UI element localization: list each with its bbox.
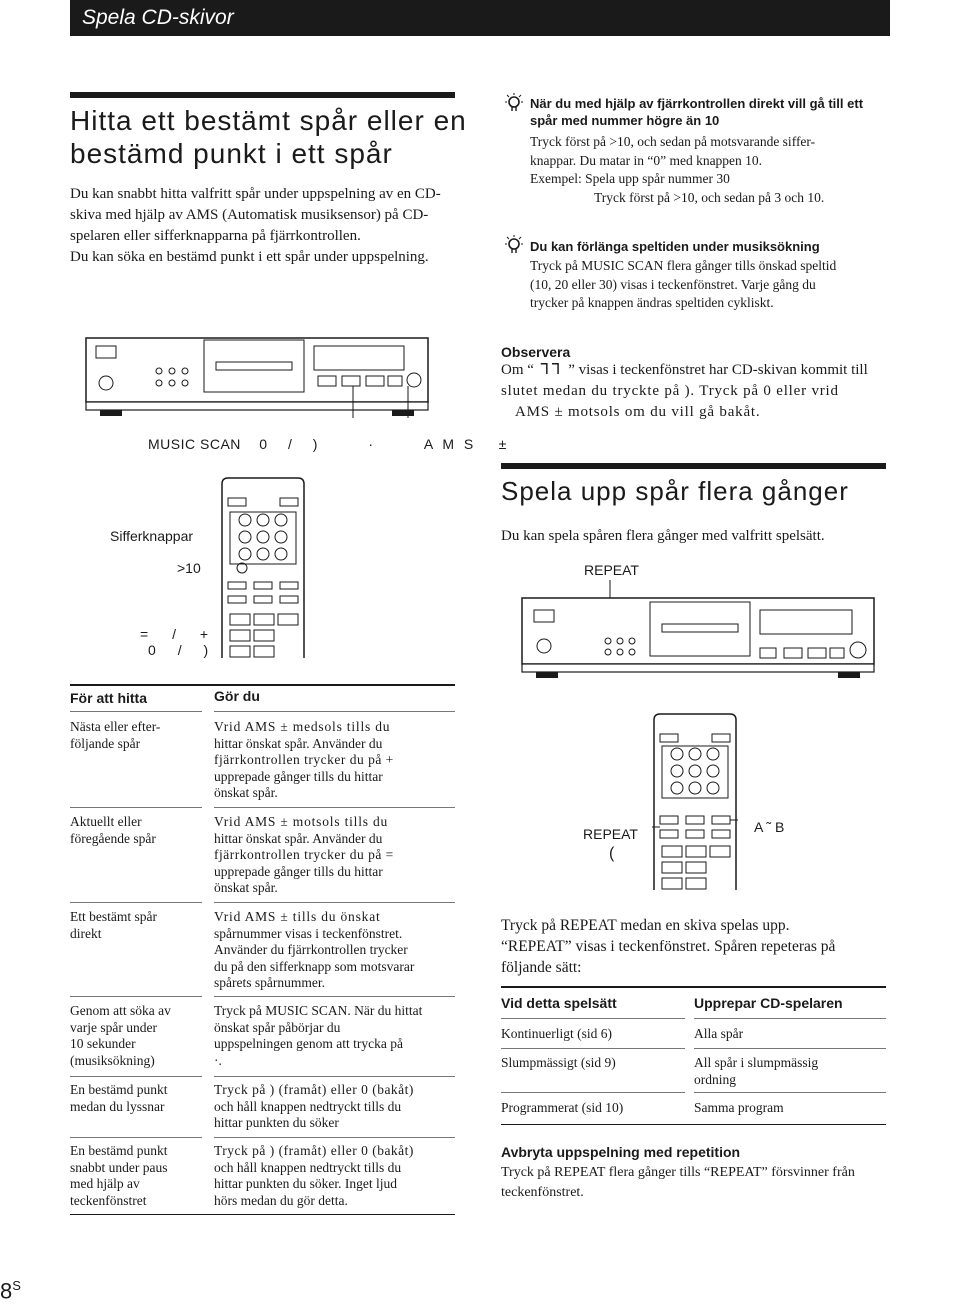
- table-rule: [501, 1124, 886, 1125]
- cell-line: upprepade gånger tills du hittar: [214, 768, 383, 784]
- row-divider: [70, 711, 202, 712]
- cell-line: Tryck på ) (framåt) eller 0 (bakåt): [214, 1082, 414, 1097]
- tip2-line: (10, 20 eller 30) visas i teckenfönstret. Varje gång du: [530, 276, 816, 292]
- table-row: [70, 1003, 200, 1069]
- prev-next-label: [140, 626, 208, 642]
- intro-p1: Du kan snabbt hitta valfritt spår under uppspelning av en CD-skiva med hjälp av AMS (Automatisk musiksensor) på CD-spelaren eller sifferknapparna på fjärrkontrollen.: [70, 186, 441, 244]
- cell-line: och håll knappen nedtryckt tills du: [214, 1159, 402, 1175]
- row-divider: [694, 1018, 886, 1019]
- table-rule: [501, 986, 886, 988]
- row-divider: [694, 1048, 886, 1049]
- cancel-body: [501, 1163, 891, 1203]
- table-row: [214, 814, 459, 897]
- gt10-label: >10: [177, 560, 201, 576]
- cell-line: ordning: [694, 1071, 736, 1087]
- cell-line: Nästa eller efter-: [70, 719, 161, 734]
- tip1-line: Tryck först på >10, och sedan på motsvarande siffer-: [530, 134, 816, 149]
- cd-player-illustration: [84, 330, 434, 420]
- table-row: Kontinuerligt (sid 6): [501, 1026, 612, 1041]
- cell-line: medan du lyssnar: [70, 1098, 165, 1114]
- cell-line: Ett bestämt spår: [70, 909, 157, 924]
- row-divider: [501, 1092, 685, 1093]
- repeat-paren-label: (: [609, 845, 615, 862]
- table-row: Samma program: [694, 1100, 784, 1115]
- observe-text: ” visas i teckenfönstret har CD-skivan kommit till: [568, 362, 868, 378]
- observe-text: Om “: [501, 362, 534, 378]
- cell-line: 10 sekunder: [70, 1036, 136, 1051]
- cell-line: hittar önskat spår. Använder du: [214, 735, 383, 751]
- table-row: [214, 719, 459, 802]
- tip-bulb-icon: [503, 234, 525, 258]
- cd-player-illustration: [520, 580, 880, 680]
- cell-line: fjärrkontrollen trycker du på =: [214, 847, 394, 862]
- cell-line: följande spår: [70, 735, 141, 751]
- tip-bulb-icon: [503, 92, 525, 116]
- intro-text: [70, 184, 460, 268]
- repeat-body: [501, 915, 891, 978]
- row-divider: [214, 807, 455, 808]
- cell-line: spårets spårnummer.: [214, 975, 325, 990]
- slash-label: /: [177, 642, 182, 658]
- ams-pm-label: ±: [498, 436, 507, 452]
- cell-line: och håll knappen nedtryckt tills du: [214, 1098, 402, 1114]
- repeat-col1-header: Vid detta spelsätt: [501, 995, 617, 1011]
- ams-label: A M S: [423, 436, 477, 452]
- row-divider: [70, 996, 202, 997]
- prev-label: =: [140, 626, 149, 642]
- row-divider: [694, 1092, 886, 1093]
- cell-line: ·.: [214, 1052, 222, 1068]
- cell-line: föregående spår: [70, 830, 156, 846]
- rewind-label: 0: [259, 436, 268, 452]
- title-rule: [70, 92, 455, 98]
- cell-line: upprepade gånger tills du hittar: [214, 863, 383, 879]
- row-divider: [70, 1137, 202, 1138]
- cell-line: hittar önskat spår. Använder du: [214, 830, 383, 846]
- row-divider: [214, 996, 455, 997]
- table-row: Programmerat (sid 10): [501, 1100, 624, 1115]
- digits-label: Sifferknappar: [110, 528, 194, 544]
- repeat-title-rule: [501, 463, 886, 469]
- observe-body: [501, 360, 891, 423]
- player-callout-labels: [148, 436, 507, 452]
- cell-line: önskat spår.: [214, 880, 278, 895]
- observe-text: AMS ± motsols om du vill gå bakåt.: [515, 404, 761, 420]
- tip1-body: [530, 133, 890, 207]
- cell-line: Vrid AMS ± medsols tills du: [214, 719, 391, 734]
- repeat-label-remote: REPEAT: [583, 826, 638, 842]
- repeat-intro: Du kan spela spåren flera gånger med valfritt spelsätt.: [501, 528, 825, 544]
- repeat-label: REPEAT: [584, 562, 639, 578]
- rew-label: 0: [148, 642, 156, 658]
- slash-label: /: [172, 626, 176, 642]
- table-row: Alla spår: [694, 1026, 744, 1041]
- search-label: [148, 642, 208, 658]
- cell-line: hittar punkten du söker: [214, 1115, 339, 1130]
- table-row: [214, 1003, 459, 1069]
- cell-line: hittar punkten du söker. Inget ljud: [214, 1176, 397, 1191]
- table-row: [214, 909, 459, 992]
- cell-line: fjärrkontrollen trycker du på +: [214, 752, 394, 767]
- row-divider: [501, 1048, 685, 1049]
- cell-line: Tryck på ) (framåt) eller 0 (bakåt): [214, 1143, 414, 1158]
- row-divider: [70, 807, 202, 808]
- tip2-line: Tryck på MUSIC SCAN flera gånger tills önskad speltid: [530, 258, 837, 273]
- table-row: [70, 909, 200, 942]
- repeat-text: följande sätt:: [501, 959, 582, 976]
- cell-line: (musiksökning): [70, 1052, 155, 1068]
- col2-header: Gör du: [214, 688, 260, 704]
- title-line-2: bestämd punkt i ett spår: [70, 138, 393, 169]
- cell-line: önskat spår påbörjar du: [214, 1019, 341, 1035]
- section-header-bar: [70, 0, 890, 36]
- slash-label: /: [287, 436, 293, 452]
- row-divider: [214, 1137, 455, 1138]
- row-divider: [70, 1076, 202, 1077]
- table-row: [70, 814, 200, 847]
- remote-control-illustration: [220, 476, 306, 660]
- row-divider: [214, 711, 455, 712]
- table-row: [214, 1082, 459, 1132]
- cell-line: teckenfönstret: [70, 1192, 147, 1208]
- table-row: [70, 1082, 200, 1115]
- intro-p2: Du kan söka en bestämd punkt i ett spår under uppspelning.: [70, 249, 429, 265]
- cell-line: med hjälp av: [70, 1176, 140, 1191]
- table-rule: [70, 684, 455, 686]
- cell-line: Använder du fjärrkontrollen trycker: [214, 942, 408, 957]
- table-row: Slumpmässigt (sid 9): [501, 1055, 616, 1070]
- cell-line: Aktuellt eller: [70, 814, 142, 829]
- cell-line: du på den sifferknapp som motsvarar: [214, 958, 415, 974]
- table-row: [694, 1055, 818, 1088]
- cell-line: Vrid AMS ± tills du önskat: [214, 909, 381, 924]
- row-divider: [214, 1076, 455, 1077]
- cell-line: Tryck på MUSIC SCAN. När du hittat: [214, 1003, 423, 1018]
- cell-line: All spår i slumpmässig: [694, 1055, 819, 1070]
- cell-line: spårnummer visas i teckenfönstret.: [214, 925, 403, 941]
- next-label: +: [199, 626, 209, 642]
- cell-line: Vrid AMS ± motsols tills du: [214, 814, 389, 829]
- page-num: 8: [0, 1278, 13, 1304]
- row-divider: [214, 902, 455, 903]
- title-line-1: Hitta ett bestämt spår eller en: [70, 105, 467, 136]
- page-title: [70, 104, 470, 170]
- cell-line: En bestämd punkt: [70, 1082, 168, 1097]
- table-row: [70, 1143, 200, 1209]
- ab-label: A ˜ B: [754, 819, 785, 835]
- row-divider: [501, 1018, 685, 1019]
- repeat-text: Tryck på REPEAT medan en skiva spelas upp.: [501, 917, 790, 934]
- repeat-col2-header: Upprepar CD-spelaren: [694, 995, 843, 1011]
- cancel-line: teckenfönstret.: [501, 1185, 584, 1200]
- tip1-heading: När du med hjälp av fjärrkontrollen direkt vill gå till ett spår med nummer högre än 10: [530, 96, 864, 128]
- tip2-heading: Du kan förlänga speltiden under musiksökning: [530, 239, 820, 254]
- table-row: [214, 1143, 459, 1209]
- repeat-text: “REPEAT” visas i teckenfönstret. Spåren repeteras på: [501, 938, 836, 955]
- tip1-line: Tryck först på >10, och sedan på 3 och 10.: [594, 189, 825, 205]
- cell-line: önskat spår.: [214, 785, 278, 800]
- observe-text: slutet medan du tryckte på ). Tryck på 0 eller vrid: [501, 383, 839, 399]
- tip1-line: Exempel: Spela upp spår nummer 30: [530, 171, 730, 186]
- table-row: [70, 719, 200, 752]
- play-label: ·: [368, 436, 374, 452]
- cancel-line: Tryck på REPEAT flera gånger tills “REPEAT” försvinner från: [501, 1165, 855, 1180]
- observe-heading: Observera: [501, 344, 571, 360]
- col1-header: För att hitta: [70, 690, 147, 706]
- cancel-heading: Avbryta uppspelning med repetition: [501, 1144, 741, 1160]
- tip1-line: knappar. Du matar in “0” med knappen 10.: [530, 152, 763, 168]
- cell-line: Genom att söka av: [70, 1003, 171, 1018]
- cell-line: En bestämd punkt: [70, 1143, 168, 1158]
- row-divider: [70, 902, 202, 903]
- remote-control-illustration: [652, 712, 738, 892]
- cell-line: varje spår under: [70, 1019, 157, 1035]
- cell-line: snabbt under paus: [70, 1159, 168, 1175]
- repeat-title: Spela upp spår flera gånger: [501, 476, 849, 506]
- ff-label: ): [203, 642, 209, 658]
- tip2-line: trycker på knappen ändras speltiden cykliskt.: [530, 295, 774, 310]
- table-rule: [70, 1214, 455, 1215]
- cell-line: direkt: [70, 925, 102, 941]
- cell-line: hörs medan du gör detta.: [214, 1192, 348, 1208]
- page-number: [0, 1278, 21, 1304]
- section-title: Spela CD-skivor: [82, 6, 234, 29]
- page-suffix: S: [12, 1278, 21, 1293]
- ff-label: ): [312, 436, 318, 452]
- display-symbol-icon: ᒣᒣ: [539, 362, 563, 378]
- tip2-body: [530, 257, 890, 313]
- cell-line: uppspelningen genom att trycka på: [214, 1036, 403, 1051]
- music-scan-label: MUSIC SCAN: [148, 436, 241, 452]
